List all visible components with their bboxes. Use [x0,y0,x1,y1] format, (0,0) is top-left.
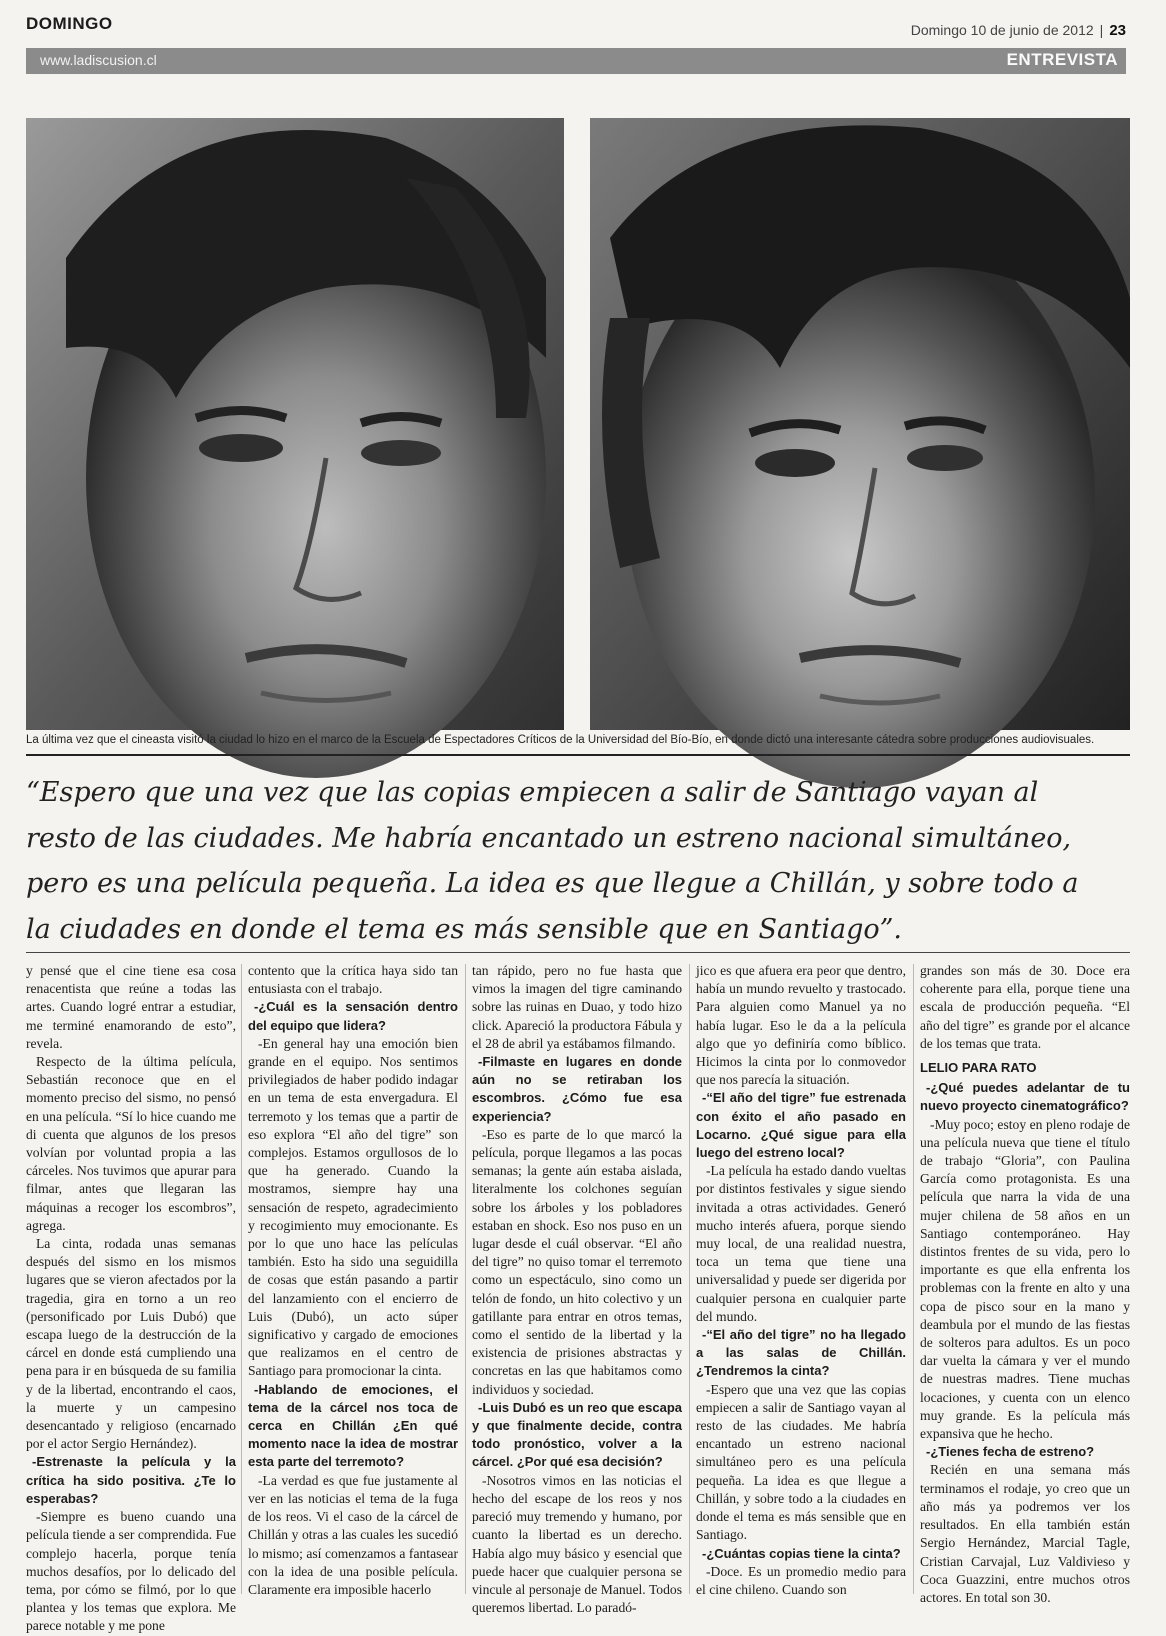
paragraph: jico es que afuera era peor que dentro, había un mundo revuelto y trastocado. Para alguien como Manuel ya no había lugar. Eso le da a la película algo que yo definiría como bíblico. Hicimos la cinta por lo conmovedor que nos parecía la situación. [696,963,906,1088]
article-column-1 [26,962,236,1634]
portrait-photo-right [590,118,1130,730]
column-divider [465,964,466,1594]
date-separator: | [1099,22,1104,38]
date-line [911,22,1126,39]
header-bar [26,48,1126,74]
paragraph: Recién en una semana más terminamos el rodaje, yo creo que un año más ya podremos ver los resultados. En ella también están Sergio Hernández, Marcial Tagle, Cristian Carvajal, Luz Valdivieso y Coca Guazzini, entre muchos otros actores. En total son 30. [920,1462,1130,1605]
paragraph: -Doce. Es un promedio medio para el cine chileno. Cuando son [696,1563,906,1597]
paragraph: Respecto de la última película, Sebastián reconoce que en el momento preciso del sismo, no pensó en una película. “Sí lo hice cuando me di cuenta que algunos de los presos volvían por voluntad propia a las cárceles. Nos tuvimos que apurar para filmar, antes que llegaran las máquinas a recoger los escombros”, agrega. [26,1054,236,1233]
site-url: www.ladiscusion.cl [40,52,157,68]
interview-question: -¿Qué puedes adelantar de tu nuevo proyecto cinematográfico? [920,1080,1130,1114]
subheading: LELIO PARA RATO [920,1060,1037,1076]
interview-question: -“El año del tigre” fue estrenada con éxito el año pasado en Locarno. ¿Qué sigue para ella luego del estreno local? [696,1090,906,1161]
paragraph: La cinta, rodada unas semanas después del sismo en los mismos lugares que se vieron afectados por la tragedia, gira en torno a un reo (personificado por Luis Dubó) que escapa luego de la destrucción de la cárcel en donde está cumpliendo una pena para ir en búsqueda de su familia y de la libertad, encontrando el caos, la muerte y un campesino desencantado y religioso (encarnado por el actor Sergio Hernández). [26,1236,236,1452]
divider-rule [26,952,1130,953]
interview-question: -Luis Dubó es un reo que escapa y que finalmente decide, contra todo pronóstico, volver a la cárcel. ¿Por qué esa decisión? [472,1399,682,1470]
paragraph: tan rápido, pero no fue hasta que vimos la imagen del tigre caminando sobre las ruinas en Duao, y todo hizo click. Apareció la productora Fábula y el 28 de abril ya estábamos filmando. [472,963,682,1051]
portrait-photo-left [26,118,564,730]
interview-question: -¿Cuál es la sensación dentro del equipo que lidera? [248,999,458,1033]
column-divider [913,964,914,1594]
paragraph: contento que la crítica haya sido tan entusiasta con el trabajo. [248,963,458,997]
paragraph: -La película ha estado dando vueltas por distintos festivales y sigue siendo invitada a otras actividades. Generó mucho interés afuera, porque siendo muy local, de una realidad nuestra, toca un tema que tiene una universalidad y puede ser digerida por cualquier persona en cualquier parte del mundo. [696,1163,906,1324]
interview-question: -“El año del tigre” no ha llegado a las salas de Chillán. ¿Tendremos la cinta? [696,1327,906,1379]
paragraph: -La verdad es que fue justamente al ver en las noticias el tema de la fuga de los reos. Vi el caso de la cárcel de Chillán y otras a las cuales les sucedió lo mismo; así comenzamos a fantasear con la idea de una posible película. Claramente era imposible hacerlo [248,1472,458,1597]
paragraph: -Eso es parte de lo que marcó la película, porque llegamos a las pocas semanas; la gente aún estaba aislada, literalmente los colchones seguían sobre los árboles y los pobladores estaban en shock. Eso nos puso en un lugar desde el cuál observar. “El año del tigre” no quiso tomar el terremoto como un espectáculo, sino como un telón de fondo, un hito colectivo y un gatillante para entrar en otros temas, como el sentido de la libertad y la existencia de prisiones abstractas y concretas en las que habitamos como individuos y sociedad. [472,1126,682,1397]
section-label: ENTREVISTA [1006,50,1118,69]
column-divider [689,964,690,1594]
interview-question: -Hablando de emociones, el tema de la cárcel nos toca de cerca en Chillán ¿En qué momento nace la idea de mostrar esta parte del terremoto? [248,1381,458,1470]
interview-question: -¿Cuántas copias tiene la cinta? [702,1545,901,1561]
paragraph: -En general hay una emoción bien grande en el equipo. Nos sentimos privilegiados de haber podido indagar en un tema de esta envergadura. El terremoto y los temas que a partir de eso explora “El año del tigre” son complejos. Estamos orgullosos de lo que ha generado. Cuando la mostramos, siempre hay una sensación de respeto, agradecimiento y recogimiento muy emocionante. Es por lo que uno hace las películas también. Esto ha sido una seguidilla de cosas que están pasando a partir del lanzamiento con el encierro de Luis (Dubó), un acto súper significativo y cargado de emociones que realizamos en el centro de Santiago para promocionar la cinta. [248,1035,458,1379]
column-divider [241,964,242,1594]
issue-date: Domingo 10 de junio de 2012 [910,22,1094,38]
interview-question: -Filmaste en lugares en donde aún no se retiraban los escombros. ¿Cómo fue esa experiencia? [472,1054,682,1124]
interview-question: -¿Tienes fecha de estreno? [926,1444,1095,1460]
article-column-5 [920,962,1130,1612]
interview-question: -Estrenaste la película y la crítica ha sido positiva. ¿Te lo esperabas? [26,1454,236,1506]
photo-caption: La última vez que el cineasta visitó la ciudad lo hizo en el marco de la Escuela de Espectadores Críticos de la Universidad del Bío-Bío, en donde dictó una interesante cátedra sobre producciones audiovisuales. [26,734,1095,746]
pull-quote: “Espero que una vez que las copias empiecen a salir de Santiago vayan al resto de las ciudades. Me habría encantado un estreno nacional simultáneo, pero es una película pequeña. La idea es que llegue a Chillán, y sobre todo a la ciudades en donde el tema es más sensible que en Santiago”. [26,777,1079,945]
section-name: DOMINGO [26,14,113,33]
article-column-2 [248,962,458,1612]
page-number: 23 [1109,22,1126,39]
paragraph: grandes son más de 30. Doce era coherente para ella, porque tiene una escala de producción pequeña. “El año del tigre” es grande por el alcance de los temas que trata. [920,963,1130,1051]
paragraph: -Nosotros vimos en las noticias el hecho del escape de los reos y nos pareció muy tremendo y humano, por cuanto la libertad es un derecho. Había algo muy básico y esencial que puede hacer que cualquier persona se vincule al personaje de Manuel. Todos queremos libertad. Lo paradó- [472,1472,682,1616]
paragraph: -Siempre es bueno cuando una película tiende a ser comprendida. Fue complejo hacerla, porque tenía muchos desafíos, por lo delicado del tema, por cómo se filmó, por lo que plantea y los temas que explora. Me parece notable y me pone [26,1509,236,1634]
paragraph: -Espero que una vez que las copias empiecen a salir de Santiago vayan al resto de las ciudades. Me habría encantado un estreno nacional simultáneo pero es una película pequeña. La idea es que llegue a Chillán, y sobre todo a la ciudades en donde el tema es más sensible que en Santiago. [696,1381,906,1543]
paragraph: -Muy poco; estoy en pleno rodaje de una película nueva que tiene el título de trabajo “Gloria”, con Paulina García como protagonista. Es una película que narra la vida de una mujer chilena de 58 años en un Santiago contemporáneo. Hay distintos frentes de su vida, pero lo importante es que ella enfrenta los problemas con la frente en alto y una copa de pisco sour en la mano y deambula por el mundo de las fiestas de solteros para adultos. Es un poco dar vuelta la cámara y ver el mundo de nuestras madres. Tiene muchas locaciones, y cuenta con un elenco muy grande. Es la película más expansiva que he hecho. [920,1116,1130,1442]
article-column-3 [472,962,682,1616]
divider-rule [26,754,1130,756]
paragraph: y pensé que el cine tiene esa cosa renacentista que reúne a todas las artes. Cuando logré entrar a estudiar, me terminé enamorando de esto”, revela. [26,963,236,1051]
article-column-4 [696,962,906,1612]
